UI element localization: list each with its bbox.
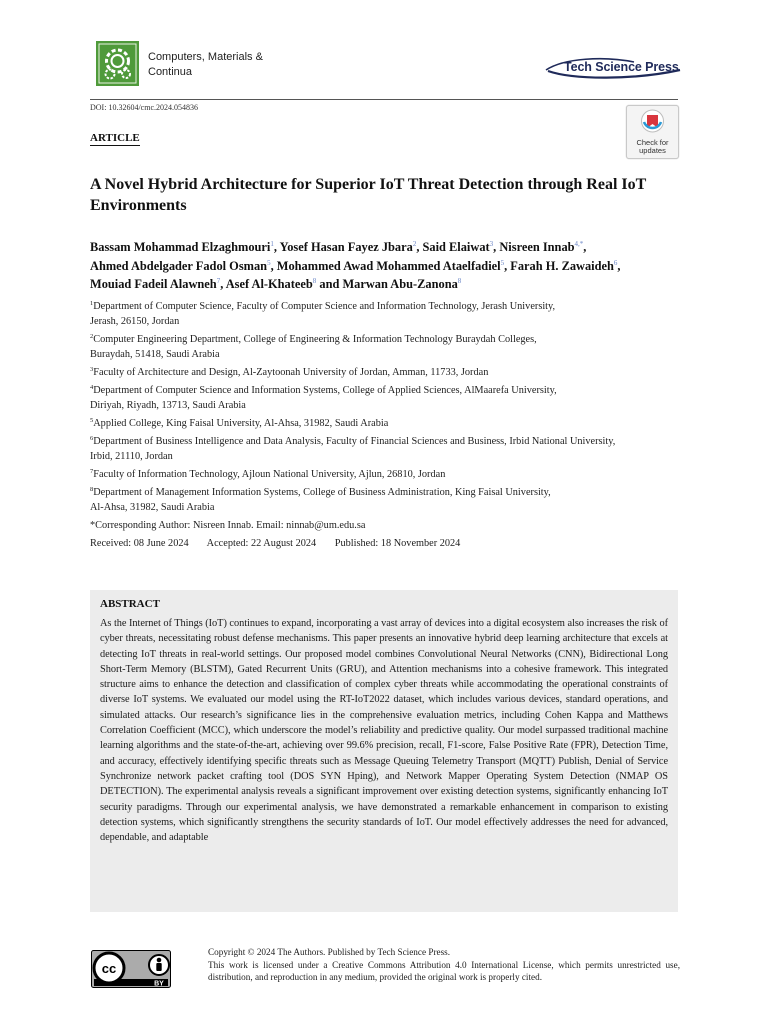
author-name[interactable]: Asef Al-Khateeb bbox=[225, 277, 313, 291]
author-affiliation-marker[interactable]: 7 bbox=[216, 277, 221, 285]
author-name[interactable]: Mohammed Awad Mohammed Ataelfadiel bbox=[276, 258, 501, 273]
author-name[interactable]: Bassam Mohammad Elzaghmouri bbox=[90, 240, 271, 254]
author-affiliation-marker[interactable]: 1 bbox=[270, 240, 274, 248]
author-separator: , bbox=[493, 240, 500, 254]
affiliation-number: 2 bbox=[90, 333, 94, 340]
affiliation-line2: Al-Ahsa, 31982, Saudi Arabia bbox=[90, 502, 215, 513]
publisher-logo bbox=[544, 56, 684, 80]
affiliation-number: 8 bbox=[90, 486, 94, 493]
journal-name-line1: Computers, Materials & bbox=[148, 51, 263, 63]
check-for-updates-button[interactable] bbox=[626, 105, 679, 159]
doi-link[interactable]: DOI: 10.32604/cmc.2024.054836 bbox=[90, 103, 198, 112]
affiliation-item bbox=[90, 485, 680, 515]
author-name[interactable]: Yosef Hasan Fayez Jbara bbox=[279, 240, 413, 254]
affiliation-number: 1 bbox=[90, 300, 94, 307]
author-affiliation-marker[interactable]: 5 bbox=[500, 258, 505, 267]
abstract-body: As the Internet of Things (IoT) continues to expand, incorporating a vast array of devices into a digital ecosystem also increases the risk of cyber threats, necessitating robust defense mechanisms. This paper presents an innovative hybrid deep learning architecture that excels at detecting IoT threats in real-world settings. Our proposed model combines Convolutional Neural Networks (CNN), Bidirectional Long Short-Term Memory (BLSTM), Gated Recurrent Units (GRU), and Attention mechanisms into a cohesive framework. This integrated structure aims to enhance the detection and classification of complex cyber threats while accommodating the operational constraints of diverse IoT systems. We evaluated our model using the RT-IoT2022 dataset, which includes various devices, standard operations, and simulated attacks. Our research’s significance lies in the comprehensive evaluation metrics, including Cohen Kappa and Matthews Correlation Coefficient (MCC), which underscore the model’s reliability and predictive quality. Our model surpassed traditional machine learning algorithms and the state-of-the-art, achieving over 99.6% precision, recall, F1-score, False Positive Rate (FPR), Detection Time, and accuracy, effectively identifying specific threats such as Message Queuing Telemetry Transport (MQTT) Publish, Denial of Service Synchronize network packet crafting tool (DOS SYN Hping), and Network Mapper Operating System Detection (NMAP OS DETECTION). The experimental analysis reveals a significant improvement over existing detection systems, significantly enhancing IoT security paradigms. Through our experimental analysis, we have demonstrated a remarkable enhancement in comparison to existing detection systems, which significantly strengthens the security standards of IoT. Our model effectively addresses the need for advanced, dependable, and adaptable bbox=[100, 618, 668, 844]
author-name[interactable]: Nisreen Innab bbox=[499, 240, 575, 254]
check-updates-line1: Check for bbox=[636, 138, 669, 147]
affiliation-line1: Faculty of Information Technology, Ajloun National University, Ajlun, 26810, Jordan bbox=[93, 469, 446, 480]
affiliation-item bbox=[90, 299, 680, 329]
cc-by-license-badge[interactable] bbox=[91, 950, 171, 988]
license-text: This work is licensed under a Creative Commons Attribution 4.0 International License, which permits unrestricted use, distribution, and reproduction in any medium, provided the original work is properly cited. bbox=[208, 959, 680, 982]
affiliation-line1: Department of Business Intelligence and Data Analysis, Faculty of Financial Sciences and Business, Irbid National University, bbox=[93, 436, 616, 447]
affiliation-number: 3 bbox=[90, 366, 94, 373]
affiliation-line1: Department of Computer Science and Information Systems, College of Applied Sciences, AlMaarefa University, bbox=[93, 385, 557, 396]
affiliation-number: 4 bbox=[90, 384, 94, 391]
author-affiliation-marker[interactable]: 8 bbox=[312, 277, 317, 285]
corresponding-author: *Corresponding Author: Nisreen Innab. Email: ninnab@um.edu.sa bbox=[90, 520, 366, 531]
author-affiliation-marker[interactable]: 4,* bbox=[574, 240, 584, 248]
by-label: BY bbox=[154, 980, 164, 988]
received-date: Received: 08 June 2024 bbox=[90, 538, 189, 549]
author-separator: , bbox=[416, 240, 423, 254]
affiliations bbox=[90, 299, 680, 551]
crossmark-icon bbox=[627, 106, 678, 138]
affiliation-line1: Computer Engineering Department, College of Engineering & Information Technology Buraydah Colleges, bbox=[93, 334, 537, 345]
author-separator: , bbox=[617, 258, 621, 273]
journal-logo bbox=[96, 41, 139, 86]
author-affiliation-marker[interactable]: 5 bbox=[267, 258, 271, 267]
affiliation-list bbox=[90, 299, 680, 515]
abstract-box bbox=[90, 590, 678, 912]
journal-name-line2: Continua bbox=[148, 66, 193, 78]
author-affiliation-marker[interactable]: 8 bbox=[457, 277, 462, 285]
accepted-date: Accepted: 22 August 2024 bbox=[206, 538, 317, 549]
publisher-name: Tech Science Press bbox=[564, 60, 679, 74]
check-updates-text bbox=[627, 139, 678, 155]
author-separator: , bbox=[504, 258, 511, 273]
paper-title: A Novel Hybrid Architecture for Superior IoT Threat Detection through Real IoT Environments bbox=[90, 176, 646, 214]
author-name[interactable]: Marwan Abu-Zanona bbox=[342, 277, 458, 291]
author-list bbox=[90, 238, 680, 294]
article-type-label: ARTICLE bbox=[90, 132, 140, 144]
affiliation-line2: Jerash, 26150, Jordan bbox=[90, 316, 180, 327]
cc-label: cc bbox=[101, 961, 117, 976]
affiliation-item bbox=[90, 383, 680, 413]
affiliation-item bbox=[90, 365, 680, 380]
header-divider bbox=[90, 99, 678, 100]
affiliation-line1: Department of Computer Science, Faculty of Computer Science and Information Technology, Jerash University, bbox=[93, 301, 556, 312]
author-separator: , bbox=[220, 277, 226, 291]
author-affiliation-marker[interactable]: 3 bbox=[489, 240, 494, 248]
check-updates-line2: updates bbox=[639, 146, 666, 155]
author-separator: , bbox=[270, 258, 277, 273]
author-name[interactable]: Ahmed Abdelgader Fadol Osman bbox=[90, 258, 268, 273]
affiliation-item bbox=[90, 332, 680, 362]
publication-dates bbox=[90, 536, 680, 551]
author-affiliation-marker[interactable]: 2 bbox=[412, 240, 417, 248]
affiliation-item bbox=[90, 467, 680, 482]
copyright-notice bbox=[208, 946, 680, 984]
published-date: Published: 18 November 2024 bbox=[334, 538, 461, 549]
copyright-line: Copyright © 2024 The Authors. Published by Tech Science Press. bbox=[208, 947, 451, 957]
author-name[interactable]: Mouiad Fadeil Alawneh bbox=[90, 277, 217, 291]
affiliation-line1: Department of Management Information Systems, College of Business Administration, King Faisal University, bbox=[93, 487, 551, 498]
affiliation-number: 7 bbox=[90, 468, 94, 475]
affiliation-item bbox=[90, 434, 680, 464]
abstract-heading: ABSTRACT bbox=[100, 598, 160, 610]
affiliation-number: 6 bbox=[90, 435, 94, 442]
author-affiliation-marker[interactable]: 6 bbox=[613, 258, 618, 267]
author-name[interactable]: Said Elaiwat bbox=[422, 240, 490, 254]
affiliation-number: 5 bbox=[90, 417, 94, 424]
affiliation-line2: Irbid, 21110, Jordan bbox=[90, 451, 173, 462]
author-name[interactable]: Farah H. Zawaideh bbox=[510, 258, 614, 273]
author-separator: , bbox=[273, 240, 280, 254]
affiliation-line1: Faculty of Architecture and Design, Al-Zaytoonah University of Jordan, Amman, 11733, Jordan bbox=[93, 367, 489, 378]
affiliation-line2: Buraydah, 51418, Saudi Arabia bbox=[90, 349, 220, 360]
affiliation-line1: Applied College, King Faisal University, Al-Ahsa, 31982, Saudi Arabia bbox=[93, 418, 389, 429]
journal-name bbox=[148, 50, 263, 80]
author-separator: , bbox=[583, 240, 587, 254]
author-separator: and bbox=[316, 277, 343, 291]
affiliation-line2: Diriyah, Riyadh, 13713, Saudi Arabia bbox=[90, 400, 246, 411]
affiliation-item bbox=[90, 416, 680, 431]
